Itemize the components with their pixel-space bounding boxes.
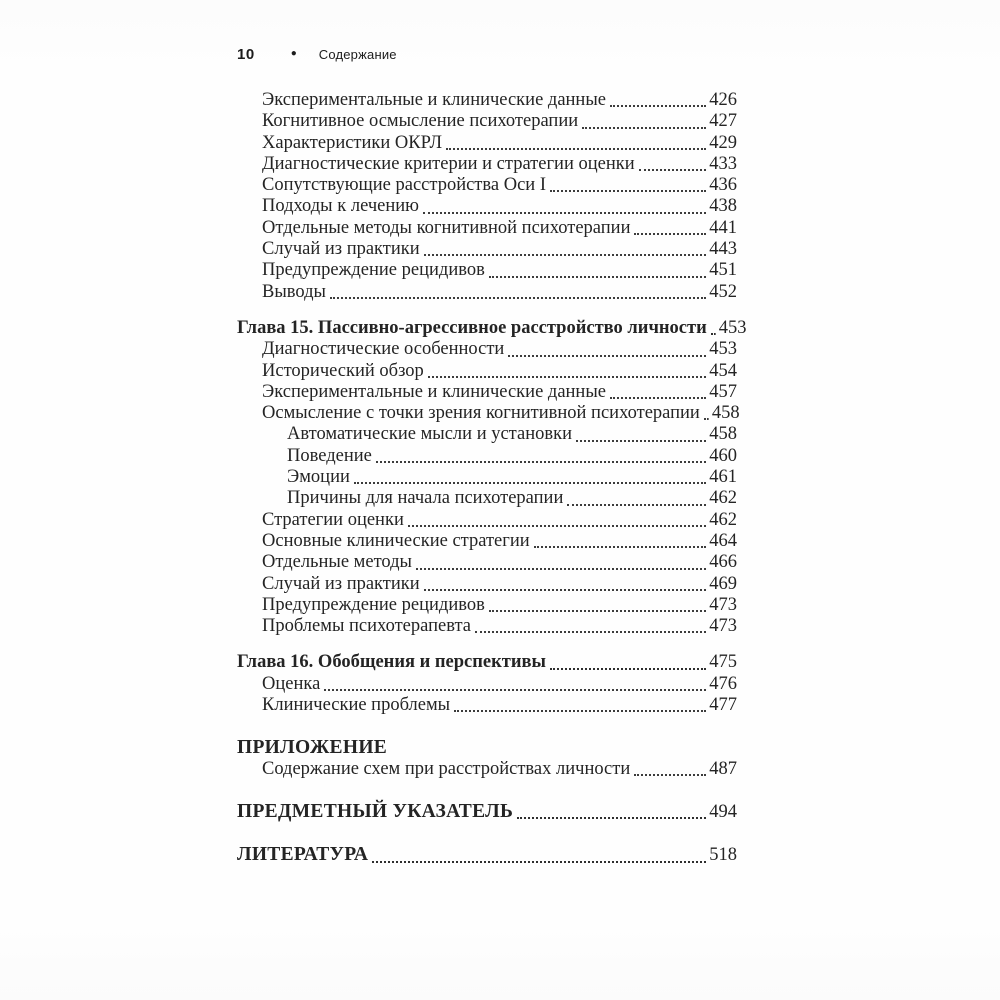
toc-entry	[237, 133, 737, 154]
dot-leader	[630, 218, 709, 239]
toc-entry-page: 487	[709, 758, 737, 779]
toc-entry-page: 469	[709, 573, 737, 594]
toc-entry-page: 476	[709, 673, 737, 694]
toc-entry	[237, 361, 737, 382]
dot-leader	[700, 403, 712, 424]
toc-entry-title: Когнитивное осмысление психотерапии	[262, 111, 579, 132]
toc-entry-page: 454	[709, 360, 737, 381]
dot-leader	[707, 318, 719, 339]
toc-entry	[237, 282, 737, 303]
toc-entry-title: Автоматические мысли и установки	[287, 424, 572, 445]
toc-entry-title: Характеристики ОКРЛ	[262, 132, 443, 153]
toc-entry	[237, 339, 737, 360]
table-of-contents	[237, 90, 747, 867]
toc-entry-page: 461	[709, 467, 737, 488]
toc-entry-page: 466	[709, 552, 737, 573]
toc-entry	[237, 531, 737, 552]
dot-leader	[572, 424, 709, 445]
toc-entry	[237, 218, 737, 239]
toc-entry	[237, 260, 737, 281]
dot-leader	[404, 510, 709, 531]
toc-entry	[237, 552, 737, 573]
dot-leader	[419, 196, 709, 217]
toc-entry-page: 462	[709, 488, 737, 509]
toc-entry-title: Основные клинические стратегии	[262, 530, 530, 551]
toc-entry	[237, 239, 737, 260]
toc-entry	[237, 595, 737, 616]
toc-entry-page: 429	[709, 132, 737, 153]
dot-leader	[372, 446, 709, 467]
dot-leader	[424, 361, 709, 382]
dot-leader	[606, 382, 709, 403]
dot-leader	[368, 844, 709, 866]
toc-entry-page: 453	[718, 317, 747, 338]
toc-entry-title: Отдельные методы	[262, 552, 412, 573]
toc-entry-title: Отдельные методы когнитивной психотерапии	[262, 217, 631, 238]
dot-leader	[606, 90, 709, 111]
toc-entry-page: 494	[709, 801, 737, 822]
toc-entry-page: 452	[709, 281, 737, 302]
dot-leader	[530, 531, 710, 552]
toc-entry	[237, 90, 737, 111]
toc-entry-title: Эмоции	[287, 467, 350, 488]
toc-entry-page: 457	[709, 381, 737, 402]
dot-leader	[442, 133, 709, 154]
toc-entry-page: 443	[709, 239, 737, 260]
toc-entry-title: Выводы	[262, 281, 326, 302]
toc-entry	[237, 488, 737, 509]
toc-entry	[237, 695, 737, 716]
toc-entry-page: 473	[709, 594, 737, 615]
toc-entry-page: 438	[709, 196, 737, 217]
toc-entry-title: Исторический обзор	[262, 360, 424, 381]
dot-leader	[563, 488, 709, 509]
toc-entry	[237, 844, 737, 866]
dot-leader	[420, 239, 710, 260]
toc-entry-page: 441	[709, 217, 737, 238]
toc-entry-title: Экспериментальные и клинические данные	[262, 381, 606, 402]
dot-leader	[320, 674, 709, 695]
toc-entry-title: Диагностические критерии и стратегии оценки	[262, 153, 635, 174]
toc-entry-title: Поведение	[287, 445, 372, 466]
toc-entry	[237, 467, 737, 488]
dot-leader	[485, 595, 709, 616]
toc-entry-page: 458	[711, 403, 740, 424]
toc-entry-title: Глава 15. Пассивно-агрессивное расстройство личности	[237, 317, 707, 338]
toc-entry-title: Экспериментальные и клинические данные	[262, 90, 606, 110]
dot-leader	[578, 111, 709, 132]
toc-entry-title: Содержание схем при расстройствах личности	[262, 758, 631, 779]
toc-entry	[237, 424, 737, 445]
toc-entry	[237, 403, 740, 424]
toc-entry	[237, 196, 737, 217]
dot-leader	[412, 552, 709, 573]
dot-leader	[546, 652, 709, 673]
toc-entry-title: Стратегии оценки	[262, 509, 404, 530]
toc-entry-page: 464	[709, 530, 737, 551]
toc-entry-page: 518	[709, 845, 737, 866]
toc-entry-title: Диагностические особенности	[262, 339, 505, 360]
toc-entry	[237, 175, 737, 196]
toc-entry	[237, 574, 737, 595]
toc-entry-title: Подходы к лечению	[262, 196, 419, 217]
page-number: 10	[237, 46, 255, 63]
running-head	[237, 46, 397, 63]
toc-entry-page: 426	[709, 90, 737, 110]
toc-entry-title: Предупреждение рецидивов	[262, 260, 485, 281]
toc-entry-page: 473	[709, 616, 737, 637]
dot-leader	[420, 574, 710, 595]
dot-leader	[504, 339, 709, 360]
toc-entry-title: ЛИТЕРАТУРА	[237, 844, 369, 866]
toc-entry-title: Оценка	[262, 673, 321, 694]
dot-leader	[513, 801, 709, 823]
toc-entry-title: Сопутствующие расстройства Оси I	[262, 175, 546, 196]
toc-entry	[237, 674, 737, 695]
toc-entry-page: 477	[709, 695, 737, 716]
toc-entry-title: Причины для начала психотерапии	[287, 488, 564, 509]
running-head-title: Содержание	[318, 47, 397, 62]
toc-entry-page: 462	[709, 509, 737, 530]
toc-entry-title: Осмысление с точки зрения когнитивной психотерапии	[262, 403, 700, 424]
dot-leader	[485, 260, 709, 281]
dot-leader	[546, 175, 709, 196]
dot-leader	[630, 759, 709, 780]
bullet-separator-icon: ●	[290, 48, 297, 59]
toc-entry-page: 458	[709, 424, 737, 445]
toc-entry	[237, 652, 737, 673]
toc-entry-title: Проблемы психотерапевта	[262, 616, 472, 637]
toc-entry-page: 436	[709, 175, 737, 196]
toc-entry	[237, 737, 737, 758]
toc-entry-page: 453	[709, 339, 737, 360]
toc-entry-page: 451	[709, 260, 737, 281]
toc-entry	[237, 801, 737, 823]
dot-leader	[471, 616, 709, 637]
toc-entry	[237, 759, 737, 780]
toc-entry	[237, 510, 737, 531]
toc-entry-title: ПРЕДМЕТНЫЙ УКАЗАТЕЛЬ	[237, 800, 514, 822]
toc-entry-page: 475	[709, 652, 737, 673]
toc-entry	[237, 111, 737, 132]
toc-entry-title: Случай из практики	[262, 239, 420, 260]
toc-entry-title: ПРИЛОЖЕНИЕ	[237, 737, 388, 759]
toc-entry	[237, 382, 737, 403]
toc-entry-title: Случай из практики	[262, 573, 420, 594]
toc-entry	[237, 446, 737, 467]
dot-leader	[450, 695, 709, 716]
toc-entry	[237, 317, 747, 339]
toc-entry-page: 460	[709, 445, 737, 466]
toc-entry-page: 427	[709, 111, 737, 132]
dot-leader	[350, 467, 709, 488]
toc-entry-title: Клинические проблемы	[262, 695, 451, 716]
dot-leader	[635, 154, 710, 175]
toc-entry	[237, 154, 737, 175]
toc-entry-title: Предупреждение рецидивов	[262, 594, 485, 615]
toc-entry-page: 433	[709, 153, 737, 174]
dot-leader	[326, 282, 709, 303]
toc-entry-title: Глава 16. Обобщения и перспективы	[237, 652, 546, 673]
toc-entry	[237, 616, 737, 637]
